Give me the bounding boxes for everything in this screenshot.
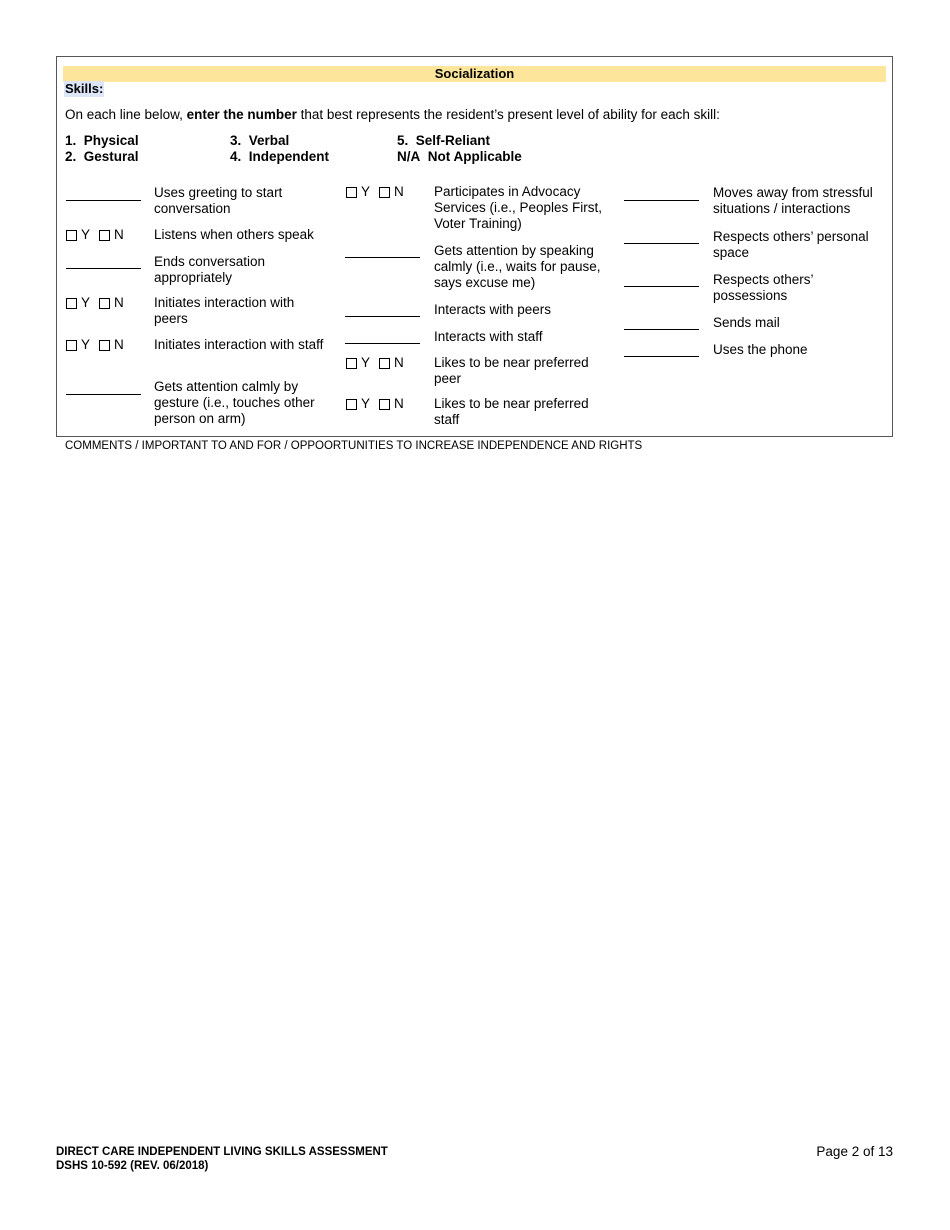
skill-label: Listens when others speak: [154, 227, 314, 242]
skill-label: Gets attention by speaking calmly (i.e., waits for pause, says excuse me): [434, 243, 601, 290]
skill-label: Initiates interaction with staff: [154, 337, 324, 352]
yes-no-checkbox-group: Y N: [66, 337, 124, 353]
yes-checkbox[interactable]: [66, 298, 77, 309]
skill-label: Participates in Advocacy Services (i.e., Peoples First, Voter Training): [434, 184, 603, 231]
comments-label: COMMENTS / IMPORTANT TO AND FOR / OPPOORTUNITIES TO INCREASE INDEPENDENCE AND RIGHTS: [65, 440, 643, 452]
skill-label: Moves away from stressful situations / interactions: [713, 185, 873, 216]
skill-label: Likes to be near preferred peer: [434, 355, 589, 386]
skill-rating-line[interactable]: [66, 268, 141, 269]
no-checkbox[interactable]: [99, 298, 110, 309]
yes-checkbox[interactable]: [346, 187, 357, 198]
skill-label: Respects others’ personal space: [713, 229, 869, 260]
footer-form-code: DSHS 10-592 (REV. 06/2018): [56, 1160, 209, 1172]
legend-item-verbal: 3. Verbal: [230, 133, 290, 148]
skill-label: Uses greeting to start conversation: [154, 185, 283, 216]
yes-no-checkbox-group: Y N: [66, 295, 124, 311]
skills-label: Skills:: [65, 81, 104, 96]
instructions-post: that best represents the resident’s present level of ability for each skill:: [296, 107, 720, 122]
yes-checkbox[interactable]: [346, 358, 357, 369]
yes-checkbox[interactable]: [346, 399, 357, 410]
skill-rating-line[interactable]: [624, 329, 699, 330]
skill-rating-line[interactable]: [345, 316, 420, 317]
skill-label: Respects others’ possessions: [713, 272, 814, 303]
page-number: Page 2 of 13: [816, 1144, 893, 1159]
no-checkbox[interactable]: [99, 230, 110, 241]
legend-item-physical: 1. Physical: [65, 133, 139, 148]
no-checkbox[interactable]: [379, 399, 390, 410]
skill-rating-line[interactable]: [624, 356, 699, 357]
skill-label: Interacts with staff: [434, 329, 543, 344]
section-title: Socialization: [63, 66, 886, 82]
footer-form-title: DIRECT CARE INDEPENDENT LIVING SKILLS ASSESSMENT: [56, 1146, 388, 1158]
skill-label: Interacts with peers: [434, 302, 552, 317]
skill-rating-line[interactable]: [345, 343, 420, 344]
skill-label: Initiates interaction with peers: [154, 295, 295, 326]
skill-rating-line[interactable]: [624, 286, 699, 287]
legend-item-not-applicable: N/A Not Applicable: [397, 149, 522, 164]
socialization-section: [56, 56, 893, 437]
no-checkbox[interactable]: [99, 340, 110, 351]
skill-label: Sends mail: [713, 315, 780, 330]
legend-item-gestural: 2. Gestural: [65, 149, 139, 164]
skill-rating-line[interactable]: [345, 257, 420, 258]
yes-no-checkbox-group: Y N: [346, 184, 404, 200]
skill-rating-line[interactable]: [624, 200, 699, 201]
skill-label: Ends conversation appropriately: [154, 254, 266, 285]
yes-no-checkbox-group: Y N: [346, 355, 404, 371]
yes-no-checkbox-group: Y N: [66, 227, 124, 243]
instructions-bold: enter the number: [186, 107, 297, 122]
instructions-pre: On each line below,: [65, 107, 187, 122]
legend-item-self-reliant: 5. Self-Reliant: [397, 133, 491, 148]
no-checkbox[interactable]: [379, 358, 390, 369]
yes-checkbox[interactable]: [66, 340, 77, 351]
no-checkbox[interactable]: [379, 187, 390, 198]
skill-label: Gets attention calmly by gesture (i.e., touches other person on arm): [154, 379, 315, 426]
yes-no-checkbox-group: Y N: [346, 396, 404, 412]
instructions-text: [65, 107, 720, 123]
skill-label: Uses the phone: [713, 342, 808, 357]
yes-checkbox[interactable]: [66, 230, 77, 241]
skill-rating-line[interactable]: [66, 200, 141, 201]
skill-label: Likes to be near preferred staff: [434, 396, 589, 427]
skill-rating-line[interactable]: [624, 243, 699, 244]
legend-item-independent: 4. Independent: [230, 149, 330, 164]
skill-rating-line[interactable]: [66, 394, 141, 395]
